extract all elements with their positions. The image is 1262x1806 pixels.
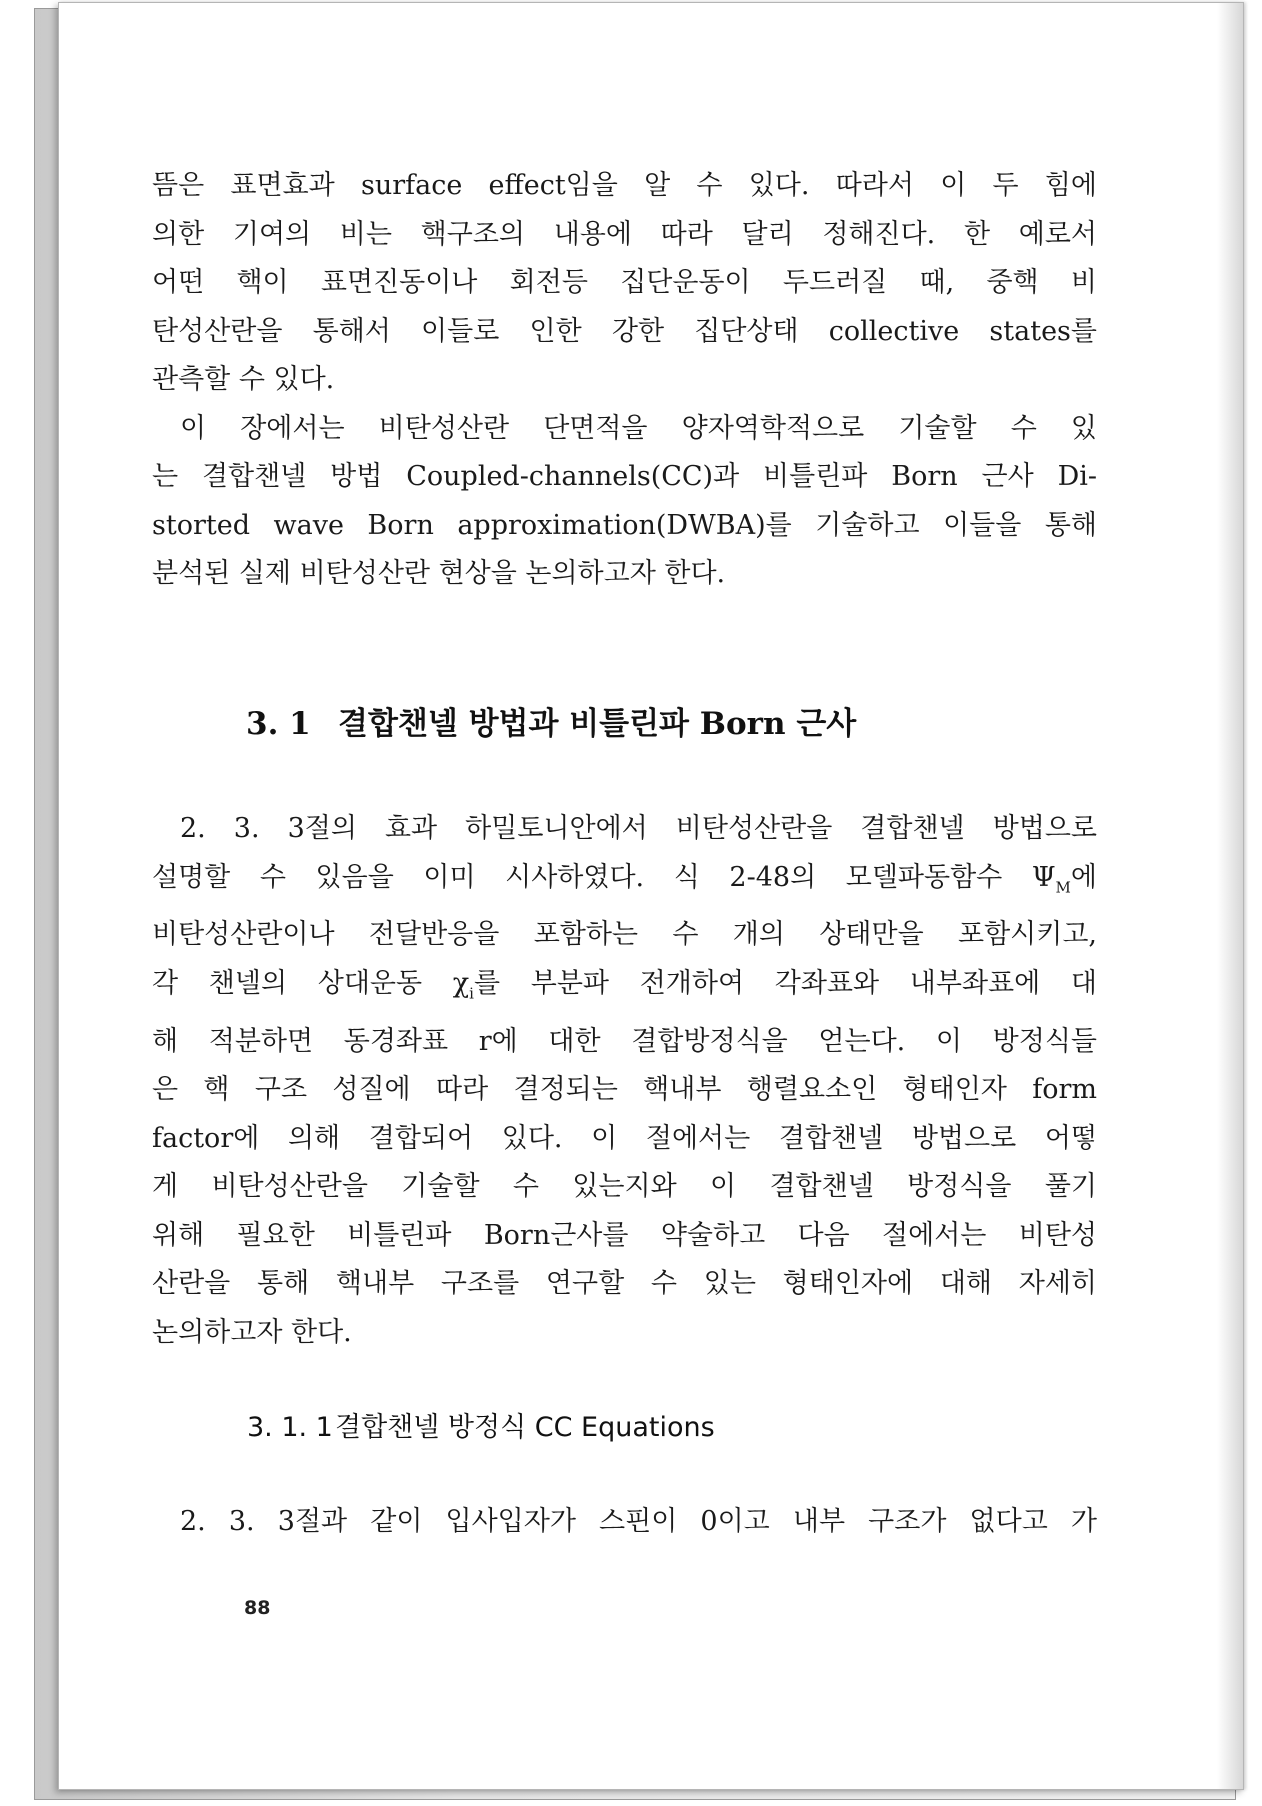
subsection-title: 결합챈넬 방정식 CC Equations [335, 1412, 715, 1443]
text-line: 관측할 수 있다. [152, 364, 335, 395]
section-heading [188, 698, 856, 743]
text-line: 의한 기여의 비는 핵구조의 내용에 따라 달리 정해진다. 한 예로서 [152, 218, 1097, 250]
intro-text [152, 162, 1097, 599]
section-title: 결합챈넬 방법과 비틀린파 Born 근사 [338, 706, 857, 742]
text-line: 어떤 핵이 표면진동이나 회전등 집단운동이 두드러질 때, 중핵 비 [152, 267, 1097, 298]
page-edge-shadow [1217, 3, 1243, 1789]
page-number: 88 [244, 1597, 271, 1619]
text-line: 설명할 수 있음을 이미 시사하였다. 식 2-48의 모델파동함수 $\Psi_M$에 [152, 861, 1097, 896]
subsection-heading [247, 1405, 715, 1444]
paragraph-section-body [152, 805, 1097, 1357]
text-line: 이 장에서는 비탄성산란 단면적을 양자역학적으로 기술할 수 있 [180, 412, 1097, 444]
text-line: 2. 3. 3절의 효과 하밀토니안에서 비탄성산란을 결합챈넬 방법으로 [180, 813, 1097, 844]
text-line: 뜸은 표면효과 surface effect임을 알 수 있다. 따라서 이 두 힘에 [152, 170, 1097, 201]
text-line: 산란을 통해 핵내부 구조를 연구할 수 있는 형태인자에 대해 자세히 [152, 1268, 1097, 1300]
paragraph-subsection-body [152, 1498, 1097, 1547]
text-line: 비탄성산란이나 전달반응을 포함하는 수 개의 상태만을 포함시키고, [152, 919, 1097, 951]
text-line: 은 핵 구조 성질에 따라 결정되는 핵내부 행렬요소인 형태인자 form [152, 1074, 1097, 1106]
text-line: 해 적분하면 동경좌표 r에 대한 결합방정식을 얻는다. 이 방정식들 [152, 1025, 1097, 1057]
paragraph-continuation [152, 162, 1097, 405]
text-line: factor에 의해 결합되어 있다. 이 절에서는 결합챈넬 방법으로 어떻 [152, 1122, 1097, 1154]
text-line: 논의하고자 한다. [152, 1316, 352, 1348]
subsection-text [152, 1498, 1097, 1547]
text-line: 분석된 실제 비탄성산란 현상을 논의하고자 한다. [152, 558, 726, 589]
subsection-number: 3. 1. 1 [247, 1412, 333, 1443]
section-text [152, 805, 1097, 1357]
paragraph-chapter-intro [152, 405, 1097, 599]
text-line: 각 챈넬의 상대운동 $\chi_i$를 부분파 전개하여 각좌표와 내부좌표에 대 [152, 967, 1098, 1003]
text-line: 는 결합챈넬 방법 Coupled-channels(CC)과 비틀린파 Born 근사 Di- [152, 461, 1097, 492]
text-line: 위해 필요한 비틀린파 Born근사를 약술하고 다음 절에서는 비탄성 [152, 1219, 1097, 1251]
text-line: storted wave Born approximation(DWBA)를 기술하고 이들을 통해 [152, 509, 1097, 541]
text-line: 게 비탄성산란을 기술할 수 있는지와 이 결합챈넬 방정식을 풀기 [152, 1171, 1097, 1203]
text-line: 2. 3. 3절과 같이 입사입자가 스핀이 0이고 내부 구조가 없다고 가 [180, 1506, 1097, 1537]
section-number: 3. 1 [246, 706, 311, 742]
text-line: 탄성산란을 통해서 이들로 인한 강한 집단상태 collective states를 [152, 315, 1097, 347]
